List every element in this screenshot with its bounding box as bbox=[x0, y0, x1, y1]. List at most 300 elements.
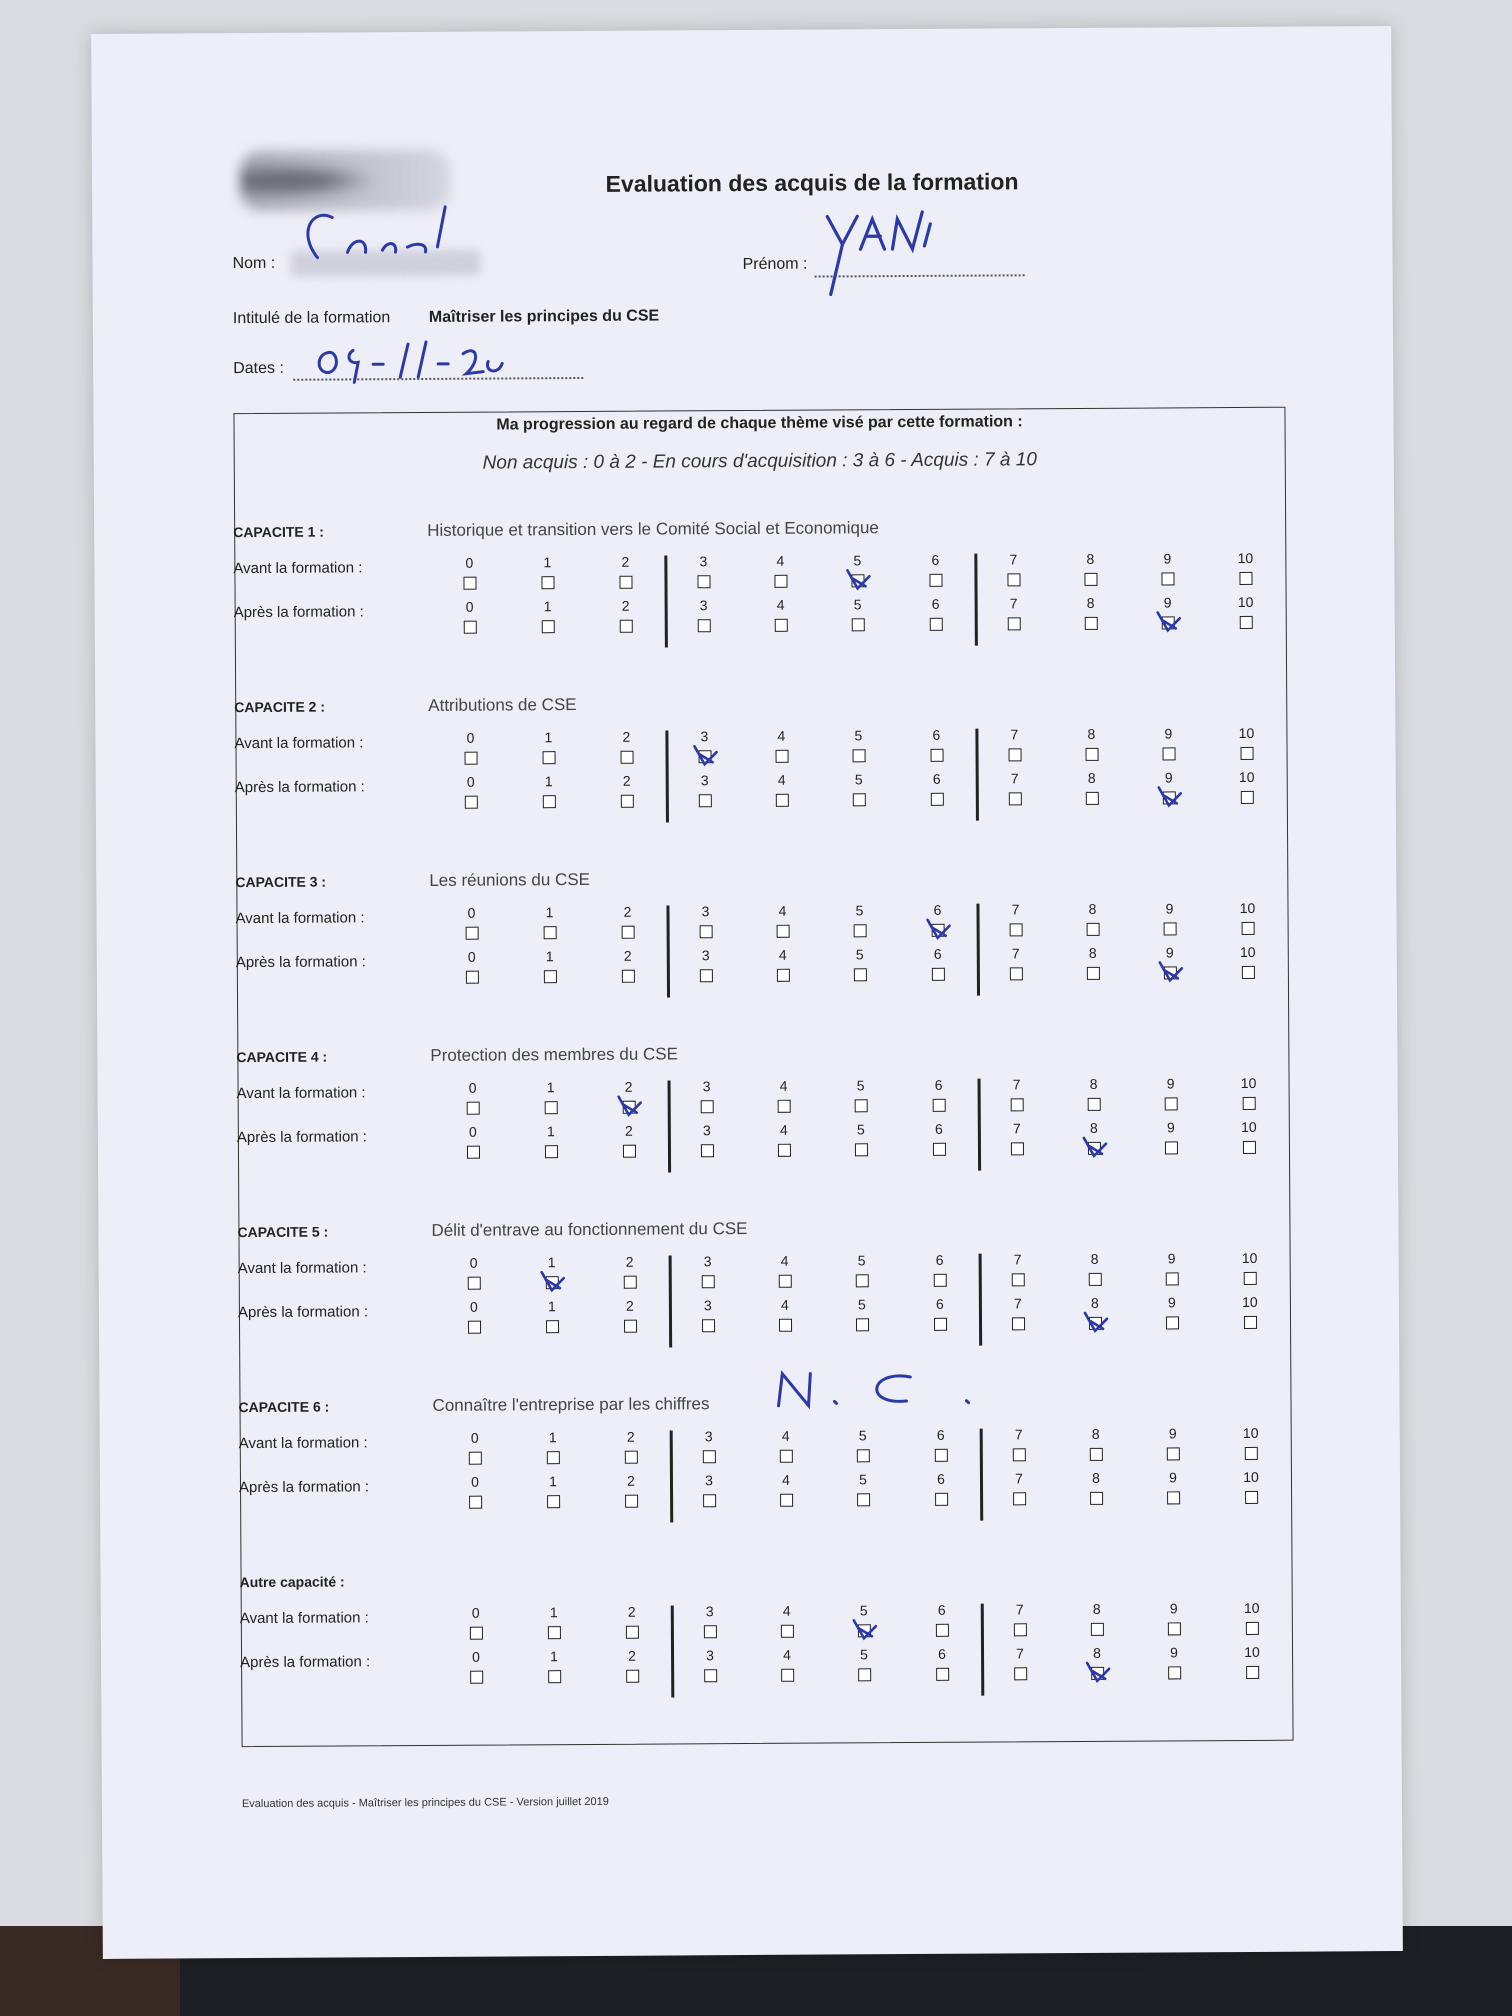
score-checkbox[interactable] bbox=[1085, 617, 1098, 630]
scale-number: 0 bbox=[465, 554, 474, 571]
scale-number: 3 bbox=[705, 1603, 714, 1620]
score-checkbox[interactable] bbox=[466, 971, 479, 984]
scale-number: 0 bbox=[467, 948, 476, 965]
score-checkbox[interactable] bbox=[545, 1101, 558, 1114]
score-checkbox[interactable] bbox=[1013, 1492, 1026, 1505]
scale-number: 7 bbox=[1013, 1251, 1022, 1268]
scale-number: 4 bbox=[777, 727, 786, 744]
scale-number: 10 bbox=[1243, 1599, 1260, 1616]
scale-number: 5 bbox=[859, 1471, 867, 1488]
checkmark-before bbox=[538, 1266, 568, 1296]
checkmark-before bbox=[924, 914, 954, 944]
scale-number: 2 bbox=[624, 1078, 633, 1095]
scale-number: 10 bbox=[1240, 1118, 1257, 1135]
score-checkbox[interactable] bbox=[932, 968, 945, 981]
row-label-before: Avant la formation : bbox=[237, 1259, 367, 1278]
scale-number: 4 bbox=[779, 1077, 788, 1094]
scale-number: 8 bbox=[1090, 1250, 1099, 1267]
level-separator bbox=[668, 1080, 671, 1172]
row-label-before: Avant la formation : bbox=[236, 1084, 366, 1103]
capacity-label: CAPACITE 5 : bbox=[237, 1223, 329, 1241]
scale-number: 1 bbox=[546, 1079, 555, 1096]
box-legend: Non acquis : 0 à 2 - En cours d'acquisition : 3 à 6 - Acquis : 7 à 10 bbox=[482, 449, 1037, 474]
scale-number: 2 bbox=[623, 947, 632, 964]
score-checkbox[interactable] bbox=[776, 794, 789, 807]
scale-number: 0 bbox=[466, 729, 475, 746]
capacity-label: CAPACITE 2 : bbox=[234, 698, 326, 716]
score-checkbox[interactable] bbox=[1089, 1273, 1102, 1286]
score-checkbox[interactable] bbox=[621, 751, 634, 764]
score-checkbox[interactable] bbox=[855, 1099, 868, 1112]
score-checkbox[interactable] bbox=[775, 619, 788, 632]
scale-number: 5 bbox=[854, 727, 863, 744]
scale-number: 10 bbox=[1237, 593, 1254, 610]
level-separator bbox=[666, 905, 669, 997]
scale-number: 8 bbox=[1088, 900, 1097, 917]
scale-number: 10 bbox=[1239, 899, 1256, 916]
score-checkbox[interactable] bbox=[464, 621, 477, 634]
score-checkbox[interactable] bbox=[1165, 1141, 1178, 1154]
score-checkbox[interactable] bbox=[704, 1669, 717, 1682]
scale-number: 10 bbox=[1238, 724, 1255, 741]
score-checkbox[interactable] bbox=[780, 1494, 793, 1507]
score-checkbox[interactable] bbox=[1087, 923, 1100, 936]
score-checkbox[interactable] bbox=[625, 1495, 638, 1508]
scale-number: 6 bbox=[933, 945, 942, 962]
score-checkbox[interactable] bbox=[777, 925, 790, 938]
score-checkbox[interactable] bbox=[779, 1319, 792, 1332]
scale-number: 9 bbox=[1165, 944, 1174, 961]
page-title: Evaluation des acquis de la formation bbox=[605, 168, 1019, 197]
score-checkbox[interactable] bbox=[541, 576, 554, 589]
scale-number: 9 bbox=[1168, 1425, 1177, 1442]
score-checkbox[interactable] bbox=[934, 1318, 947, 1331]
scale-number: 5 bbox=[856, 1077, 865, 1094]
score-checkbox[interactable] bbox=[934, 1274, 947, 1287]
score-checkbox[interactable] bbox=[544, 926, 557, 939]
checkmark-before bbox=[850, 1614, 880, 1644]
scale-number: 1 bbox=[546, 1123, 555, 1140]
scale-number: 9 bbox=[1167, 1250, 1176, 1267]
scale-number: 4 bbox=[783, 1646, 791, 1663]
scale-number: 6 bbox=[934, 1076, 943, 1093]
score-checkbox[interactable] bbox=[1084, 573, 1097, 586]
scale-number: 4 bbox=[776, 596, 785, 613]
level-separator bbox=[664, 555, 667, 647]
score-checkbox[interactable] bbox=[700, 969, 713, 982]
scale-number: 8 bbox=[1089, 1075, 1098, 1092]
score-checkbox[interactable] bbox=[1244, 1272, 1257, 1285]
row-label-after: Après la formation : bbox=[235, 953, 366, 972]
score-checkbox[interactable] bbox=[624, 1320, 637, 1333]
scale-number: 6 bbox=[931, 595, 940, 612]
score-checkbox[interactable] bbox=[935, 1449, 948, 1462]
score-checkbox[interactable] bbox=[470, 1671, 483, 1684]
score-checkbox[interactable] bbox=[1164, 922, 1177, 935]
capacity-title: Historique et transition vers le Comité Social et Economique bbox=[427, 518, 879, 540]
score-checkbox[interactable] bbox=[543, 795, 556, 808]
score-checkbox[interactable] bbox=[931, 793, 944, 806]
score-checkbox[interactable] bbox=[547, 1495, 560, 1508]
row-label-after: Après la formation : bbox=[236, 1128, 367, 1147]
level-separator bbox=[670, 1430, 673, 1522]
level-separator bbox=[669, 1255, 672, 1347]
score-checkbox[interactable] bbox=[620, 620, 633, 633]
score-checkbox[interactable] bbox=[781, 1669, 794, 1682]
row-label-after: Après la formation : bbox=[240, 1653, 371, 1672]
score-checkbox[interactable] bbox=[1240, 616, 1253, 629]
scale-number: 2 bbox=[625, 1297, 634, 1314]
scale-number: 1 bbox=[549, 1473, 557, 1490]
scale-number: 4 bbox=[780, 1296, 789, 1313]
score-checkbox[interactable] bbox=[781, 1625, 794, 1638]
score-checkbox[interactable] bbox=[542, 620, 555, 633]
scale-number: 0 bbox=[468, 1079, 477, 1096]
scale-number: 10 bbox=[1237, 549, 1254, 566]
score-checkbox[interactable] bbox=[468, 1321, 481, 1334]
score-checkbox[interactable] bbox=[1010, 967, 1023, 980]
progression-box bbox=[233, 407, 1293, 1747]
score-checkbox[interactable] bbox=[1013, 1448, 1026, 1461]
level-separator bbox=[980, 1429, 983, 1521]
score-checkbox[interactable] bbox=[1241, 747, 1254, 760]
score-checkbox[interactable] bbox=[467, 1146, 480, 1159]
score-checkbox[interactable] bbox=[936, 1668, 949, 1681]
row-label-after: Après la formation : bbox=[234, 778, 365, 797]
score-checkbox[interactable] bbox=[1007, 573, 1020, 586]
score-checkbox[interactable] bbox=[1014, 1623, 1027, 1636]
nc-handwriting bbox=[770, 1365, 980, 1416]
scale-number: 2 bbox=[622, 728, 631, 745]
row-label-after: Après la formation : bbox=[237, 1303, 369, 1322]
dates-handwriting bbox=[308, 331, 518, 387]
score-checkbox[interactable] bbox=[624, 1276, 637, 1289]
score-checkbox[interactable] bbox=[1086, 748, 1099, 761]
scale-number: 3 bbox=[702, 1122, 711, 1139]
checkmark-after bbox=[1155, 781, 1185, 811]
scale-number: 2 bbox=[621, 553, 630, 570]
scale-number: 10 bbox=[1239, 943, 1256, 960]
score-checkbox[interactable] bbox=[1163, 747, 1176, 760]
score-checkbox[interactable] bbox=[933, 1099, 946, 1112]
score-checkbox[interactable] bbox=[853, 793, 866, 806]
level-separator bbox=[978, 1079, 981, 1171]
capacity-title: Protection des membres du CSE bbox=[430, 1044, 678, 1065]
row-label-before: Avant la formation : bbox=[239, 1609, 369, 1628]
score-checkbox[interactable] bbox=[1242, 966, 1255, 979]
scale-number: 1 bbox=[548, 1429, 557, 1446]
scale-number: 0 bbox=[467, 904, 476, 921]
score-checkbox[interactable] bbox=[700, 925, 713, 938]
scale-number: 8 bbox=[1092, 1469, 1100, 1486]
scale-number: 9 bbox=[1163, 594, 1172, 611]
scale-number: 7 bbox=[1014, 1426, 1023, 1443]
score-checkbox[interactable] bbox=[470, 1627, 483, 1640]
score-checkbox[interactable] bbox=[468, 1277, 481, 1290]
score-checkbox[interactable] bbox=[1090, 1448, 1103, 1461]
score-checkbox[interactable] bbox=[774, 575, 787, 588]
score-checkbox[interactable] bbox=[699, 794, 712, 807]
level-separator bbox=[671, 1605, 674, 1697]
scale-number: 5 bbox=[854, 771, 863, 788]
score-checkbox[interactable] bbox=[701, 1144, 714, 1157]
score-checkbox[interactable] bbox=[853, 749, 866, 762]
score-checkbox[interactable] bbox=[1090, 1492, 1103, 1505]
scale-number: 2 bbox=[628, 1647, 636, 1664]
score-checkbox[interactable] bbox=[933, 1143, 946, 1156]
scale-number: 9 bbox=[1167, 1294, 1176, 1311]
checkmark-before bbox=[843, 564, 873, 594]
level-separator bbox=[981, 1604, 984, 1696]
scale-number: 0 bbox=[469, 1298, 478, 1315]
scale-number: 8 bbox=[1087, 769, 1096, 786]
checkmark-after bbox=[1156, 956, 1186, 986]
score-checkbox[interactable] bbox=[703, 1494, 716, 1507]
scale-number: 2 bbox=[623, 903, 632, 920]
score-checkbox[interactable] bbox=[778, 1100, 791, 1113]
score-checkbox[interactable] bbox=[780, 1450, 793, 1463]
score-checkbox[interactable] bbox=[1087, 967, 1100, 980]
score-checkbox[interactable] bbox=[1246, 1666, 1259, 1679]
score-checkbox[interactable] bbox=[857, 1493, 870, 1506]
scale-number: 1 bbox=[549, 1604, 558, 1621]
score-checkbox[interactable] bbox=[703, 1450, 716, 1463]
score-checkbox[interactable] bbox=[626, 1670, 639, 1683]
score-checkbox[interactable] bbox=[1008, 617, 1021, 630]
score-checkbox[interactable] bbox=[856, 1318, 869, 1331]
score-checkbox[interactable] bbox=[619, 576, 632, 589]
scale-number: 0 bbox=[472, 1648, 480, 1665]
scale-number: 3 bbox=[703, 1297, 712, 1314]
capacity-title: Les réunions du CSE bbox=[429, 869, 591, 890]
score-checkbox[interactable] bbox=[1014, 1667, 1027, 1680]
scale-number: 8 bbox=[1091, 1425, 1100, 1442]
score-checkbox[interactable] bbox=[854, 968, 867, 981]
score-checkbox[interactable] bbox=[548, 1626, 561, 1639]
scale-number: 4 bbox=[777, 771, 786, 788]
scale-number: 5 bbox=[856, 1121, 865, 1138]
score-checkbox[interactable] bbox=[1086, 792, 1099, 805]
score-checkbox[interactable] bbox=[930, 618, 943, 631]
score-checkbox[interactable] bbox=[467, 1102, 480, 1115]
scale-number: 1 bbox=[550, 1648, 558, 1665]
scale-number: 0 bbox=[466, 773, 475, 790]
scale-number: 1 bbox=[543, 554, 552, 571]
scale-number: 2 bbox=[626, 1428, 635, 1445]
scale-number: 3 bbox=[701, 903, 710, 920]
score-checkbox[interactable] bbox=[702, 1275, 715, 1288]
score-checkbox[interactable] bbox=[935, 1493, 948, 1506]
capacity-label: CAPACITE 3 : bbox=[235, 873, 327, 891]
scale-number: 1 bbox=[545, 904, 554, 921]
row-label-after: Après la formation : bbox=[233, 603, 364, 622]
prenom-label: Prénom : bbox=[742, 255, 808, 274]
score-checkbox[interactable] bbox=[1166, 1316, 1179, 1329]
scale-number: 1 bbox=[547, 1254, 556, 1271]
score-checkbox[interactable] bbox=[622, 926, 635, 939]
scale-number: 3 bbox=[703, 1253, 712, 1270]
score-checkbox[interactable] bbox=[622, 970, 635, 983]
score-checkbox[interactable] bbox=[1088, 1098, 1101, 1111]
score-checkbox[interactable] bbox=[621, 795, 634, 808]
scale-number: 6 bbox=[937, 1470, 945, 1487]
scale-number: 0 bbox=[469, 1254, 478, 1271]
scale-number: 4 bbox=[780, 1252, 789, 1269]
score-checkbox[interactable] bbox=[776, 750, 789, 763]
score-checkbox[interactable] bbox=[1012, 1273, 1025, 1286]
score-checkbox[interactable] bbox=[1009, 792, 1022, 805]
scale-number: 8 bbox=[1086, 550, 1095, 567]
score-checkbox[interactable] bbox=[466, 927, 479, 940]
score-checkbox[interactable] bbox=[465, 796, 478, 809]
scale-number: 9 bbox=[1165, 900, 1174, 917]
score-checkbox[interactable] bbox=[465, 752, 478, 765]
scale-number: 6 bbox=[931, 551, 940, 568]
scale-number: 1 bbox=[545, 948, 554, 965]
capacity-title: Délit d'entrave au fonctionnement du CSE bbox=[431, 1219, 748, 1240]
score-checkbox[interactable] bbox=[544, 970, 557, 983]
score-checkbox[interactable] bbox=[1239, 572, 1252, 585]
scale-number: 5 bbox=[858, 1427, 867, 1444]
scale-number: 2 bbox=[624, 1122, 633, 1139]
score-checkbox[interactable] bbox=[625, 1451, 638, 1464]
score-checkbox[interactable] bbox=[1243, 1141, 1256, 1154]
score-checkbox[interactable] bbox=[1243, 1097, 1256, 1110]
scale-number: 4 bbox=[779, 1121, 788, 1138]
score-checkbox[interactable] bbox=[1011, 1098, 1024, 1111]
score-checkbox[interactable] bbox=[936, 1624, 949, 1637]
score-checkbox[interactable] bbox=[1246, 1622, 1259, 1635]
scale-number: 8 bbox=[1086, 594, 1095, 611]
scale-number: 2 bbox=[625, 1253, 634, 1270]
score-checkbox[interactable] bbox=[931, 749, 944, 762]
scale-number: 10 bbox=[1244, 1643, 1260, 1660]
score-checkbox[interactable] bbox=[545, 1145, 558, 1158]
row-label-before: Avant la formation : bbox=[235, 909, 365, 928]
capacity-title: Attributions de CSE bbox=[428, 695, 577, 715]
scale-number: 5 bbox=[857, 1296, 866, 1313]
scale-number: 9 bbox=[1169, 1600, 1178, 1617]
score-checkbox[interactable] bbox=[854, 924, 867, 937]
score-checkbox[interactable] bbox=[1165, 1097, 1178, 1110]
score-checkbox[interactable] bbox=[1244, 1316, 1257, 1329]
scale-number: 5 bbox=[855, 946, 864, 963]
score-checkbox[interactable] bbox=[697, 575, 710, 588]
scale-number: 3 bbox=[704, 1428, 713, 1445]
scale-number: 7 bbox=[1010, 726, 1019, 743]
scale-number: 10 bbox=[1238, 768, 1255, 785]
level-separator bbox=[979, 1254, 982, 1346]
score-checkbox[interactable] bbox=[546, 1320, 559, 1333]
score-checkbox[interactable] bbox=[469, 1452, 482, 1465]
score-checkbox[interactable] bbox=[1242, 922, 1255, 935]
score-checkbox[interactable] bbox=[777, 969, 790, 982]
scale-number: 6 bbox=[936, 1426, 945, 1443]
scale-number: 4 bbox=[778, 902, 787, 919]
score-checkbox[interactable] bbox=[543, 751, 556, 764]
score-checkbox[interactable] bbox=[929, 574, 942, 587]
level-separator bbox=[974, 554, 977, 646]
scale-number: 3 bbox=[701, 947, 710, 964]
scale-number: 9 bbox=[1164, 725, 1173, 742]
box-heading: Ma progression au regard de chaque thème visé par cette formation : bbox=[496, 413, 1023, 434]
scale-number: 3 bbox=[702, 1078, 711, 1095]
scale-number: 7 bbox=[1015, 1601, 1024, 1618]
score-checkbox[interactable] bbox=[698, 619, 711, 632]
scale-number: 6 bbox=[933, 901, 942, 918]
score-checkbox[interactable] bbox=[1011, 1142, 1024, 1155]
scale-number: 9 bbox=[1170, 1644, 1178, 1661]
scale-number: 7 bbox=[1016, 1645, 1024, 1662]
score-checkbox[interactable] bbox=[1245, 1491, 1258, 1504]
scale-number: 7 bbox=[1015, 1470, 1023, 1487]
score-checkbox[interactable] bbox=[1009, 748, 1022, 761]
scale-number: 0 bbox=[471, 1604, 480, 1621]
level-separator bbox=[665, 730, 668, 822]
score-checkbox[interactable] bbox=[704, 1625, 717, 1638]
score-checkbox[interactable] bbox=[778, 1144, 791, 1157]
score-checkbox[interactable] bbox=[547, 1451, 560, 1464]
row-label-before: Avant la formation : bbox=[234, 734, 364, 753]
score-checkbox[interactable] bbox=[548, 1670, 561, 1683]
score-checkbox[interactable] bbox=[1161, 572, 1174, 585]
scale-number: 3 bbox=[699, 553, 708, 570]
scale-number: 6 bbox=[935, 1251, 944, 1268]
scale-number: 0 bbox=[465, 598, 474, 615]
score-checkbox[interactable] bbox=[469, 1496, 482, 1509]
scale-number: 7 bbox=[1011, 901, 1020, 918]
score-checkbox[interactable] bbox=[1168, 1666, 1181, 1679]
scale-number: 7 bbox=[1011, 945, 1020, 962]
scale-number: 7 bbox=[1010, 770, 1019, 787]
score-checkbox[interactable] bbox=[702, 1319, 715, 1332]
scale-number: 9 bbox=[1166, 1075, 1175, 1092]
scale-number: 8 bbox=[1093, 1644, 1101, 1661]
score-checkbox[interactable] bbox=[857, 1449, 870, 1462]
scale-number: 0 bbox=[468, 1123, 477, 1140]
scale-number: 7 bbox=[1009, 595, 1018, 612]
score-checkbox[interactable] bbox=[1167, 1491, 1180, 1504]
score-checkbox[interactable] bbox=[1241, 791, 1254, 804]
score-checkbox[interactable] bbox=[855, 1143, 868, 1156]
score-checkbox[interactable] bbox=[856, 1274, 869, 1287]
score-checkbox[interactable] bbox=[1167, 1447, 1180, 1460]
score-checkbox[interactable] bbox=[1010, 923, 1023, 936]
scale-number: 8 bbox=[1088, 944, 1097, 961]
scale-number: 9 bbox=[1164, 769, 1173, 786]
scale-number: 6 bbox=[938, 1645, 946, 1662]
score-checkbox[interactable] bbox=[1245, 1447, 1258, 1460]
score-checkbox[interactable] bbox=[1012, 1317, 1025, 1330]
score-checkbox[interactable] bbox=[858, 1668, 871, 1681]
score-checkbox[interactable] bbox=[626, 1626, 639, 1639]
score-checkbox[interactable] bbox=[1166, 1272, 1179, 1285]
scale-number: 5 bbox=[855, 902, 864, 919]
dates-label: Dates : bbox=[233, 359, 284, 378]
score-checkbox[interactable] bbox=[463, 577, 476, 590]
score-checkbox[interactable] bbox=[1168, 1622, 1181, 1635]
scale-number: 3 bbox=[706, 1647, 714, 1664]
score-checkbox[interactable] bbox=[779, 1275, 792, 1288]
scale-number: 8 bbox=[1087, 725, 1096, 742]
scale-number: 4 bbox=[781, 1427, 790, 1444]
score-checkbox[interactable] bbox=[1091, 1623, 1104, 1636]
score-checkbox[interactable] bbox=[623, 1145, 636, 1158]
row-label-before: Avant la formation : bbox=[233, 559, 363, 578]
nom-handwriting bbox=[287, 202, 447, 273]
score-checkbox[interactable] bbox=[701, 1100, 714, 1113]
score-checkbox[interactable] bbox=[852, 618, 865, 631]
